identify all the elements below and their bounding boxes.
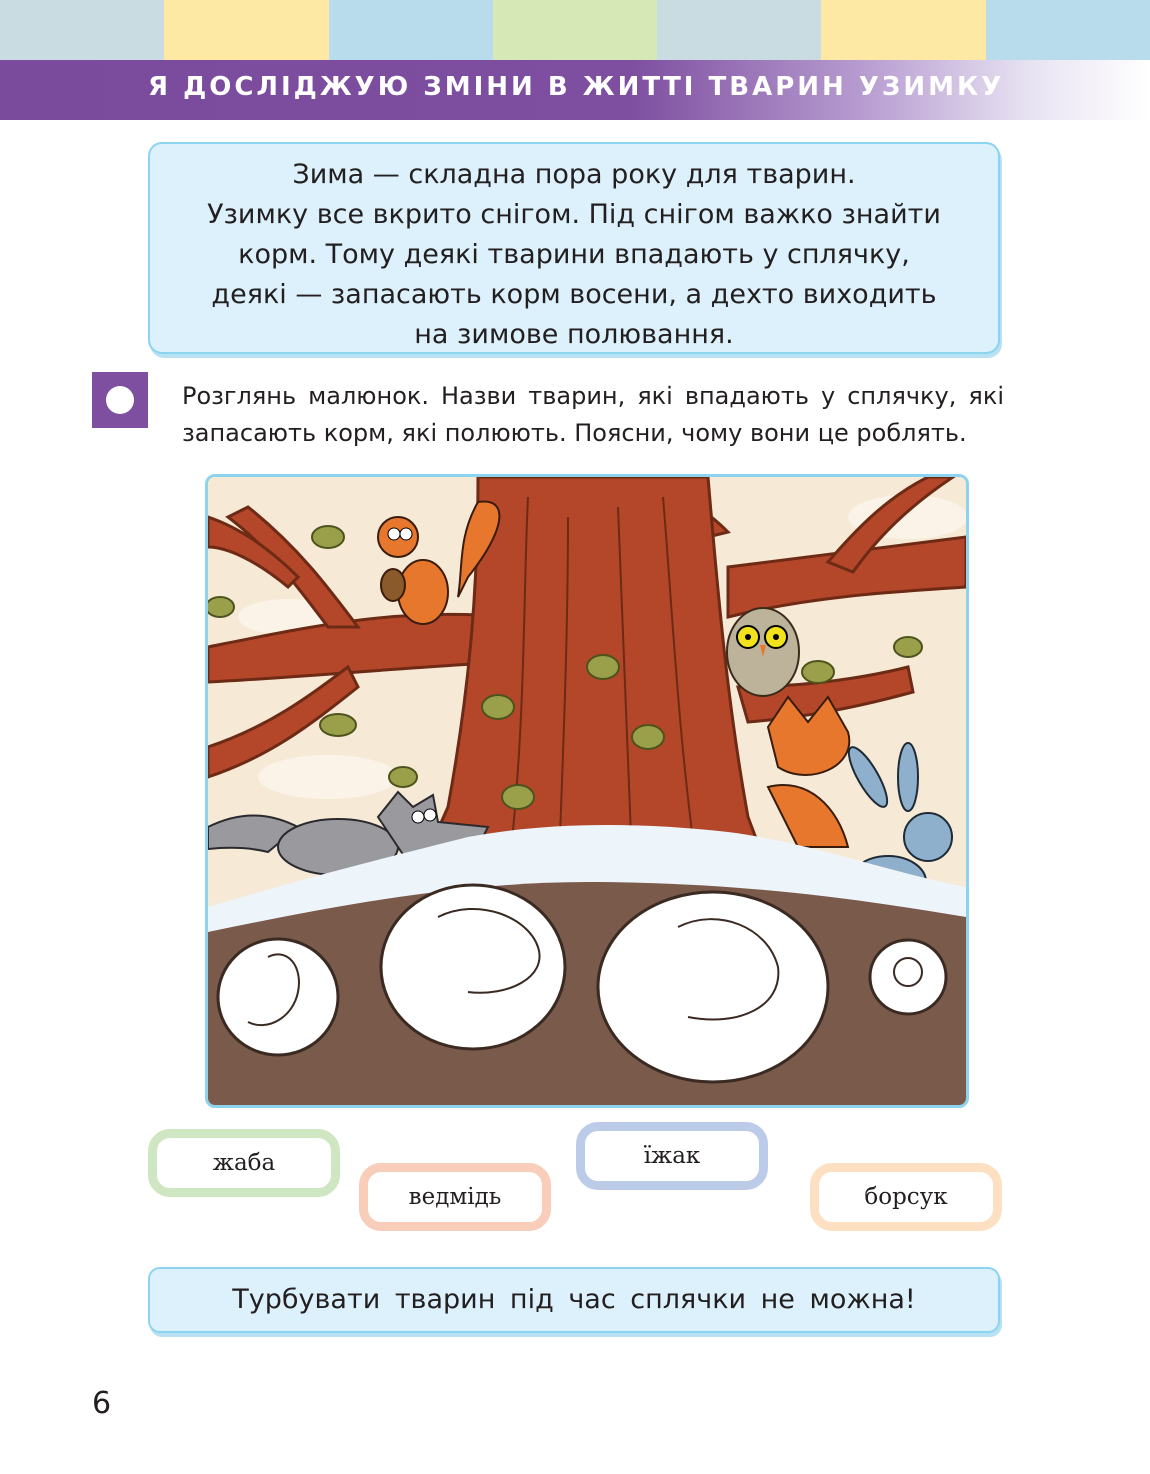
- stripe: [986, 0, 1150, 60]
- task-line: запасають корм, які полюють. Поясни, чому вони це роблять.: [182, 419, 967, 447]
- intro-line: Зима — складна пора року для тварин.: [292, 159, 856, 190]
- stripe: [657, 0, 821, 60]
- stripe: [164, 0, 328, 60]
- intro-line: на зимове полювання.: [414, 319, 734, 350]
- word-card-badger: [810, 1163, 1002, 1231]
- page-number: 6: [92, 1386, 112, 1421]
- bear-icon: [598, 892, 828, 1082]
- word-card-bear: [359, 1163, 551, 1231]
- task-marker-icon: [92, 372, 148, 428]
- winter-animals-illustration: [205, 474, 969, 1108]
- frog-icon: [870, 940, 946, 1014]
- color-stripes: [0, 0, 1150, 60]
- section-title-bar: [0, 60, 1150, 120]
- stripe: [493, 0, 657, 60]
- stripe: [821, 0, 985, 60]
- word-card-label: борсук: [864, 1184, 948, 1210]
- intro-line: корм. Тому деякі тварини впадають у сплячку,: [238, 239, 910, 270]
- warning-text: Турбувати тварин під час сплячки не можна!: [232, 1284, 916, 1315]
- intro-line: Узимку все вкрито снігом. Під снігом важко знайти: [207, 199, 941, 230]
- task-text: [182, 378, 1004, 452]
- hedgehog-icon: [218, 939, 338, 1055]
- word-card-label: жаба: [212, 1150, 276, 1176]
- intro-line: деякі — запасають корм восени, а дехто виходить: [211, 279, 937, 310]
- word-card-hedgehog: [576, 1122, 768, 1190]
- stripe: [329, 0, 493, 60]
- owl-icon: [727, 608, 799, 696]
- stripe: [0, 0, 164, 60]
- word-card-label: ведмідь: [408, 1184, 502, 1210]
- warning-box: [148, 1267, 1000, 1333]
- intro-box: [148, 142, 1000, 354]
- word-card-frog: [148, 1129, 340, 1197]
- section-title: Я ДОСЛІДЖУЮ ЗМІНИ В ЖИТТІ ТВАРИН УЗИМКУ: [148, 72, 1005, 102]
- task-line: Розглянь малюнок. Назви тварин, які впадають у сплячку, які: [182, 382, 1004, 410]
- word-card-label: їжак: [643, 1143, 701, 1169]
